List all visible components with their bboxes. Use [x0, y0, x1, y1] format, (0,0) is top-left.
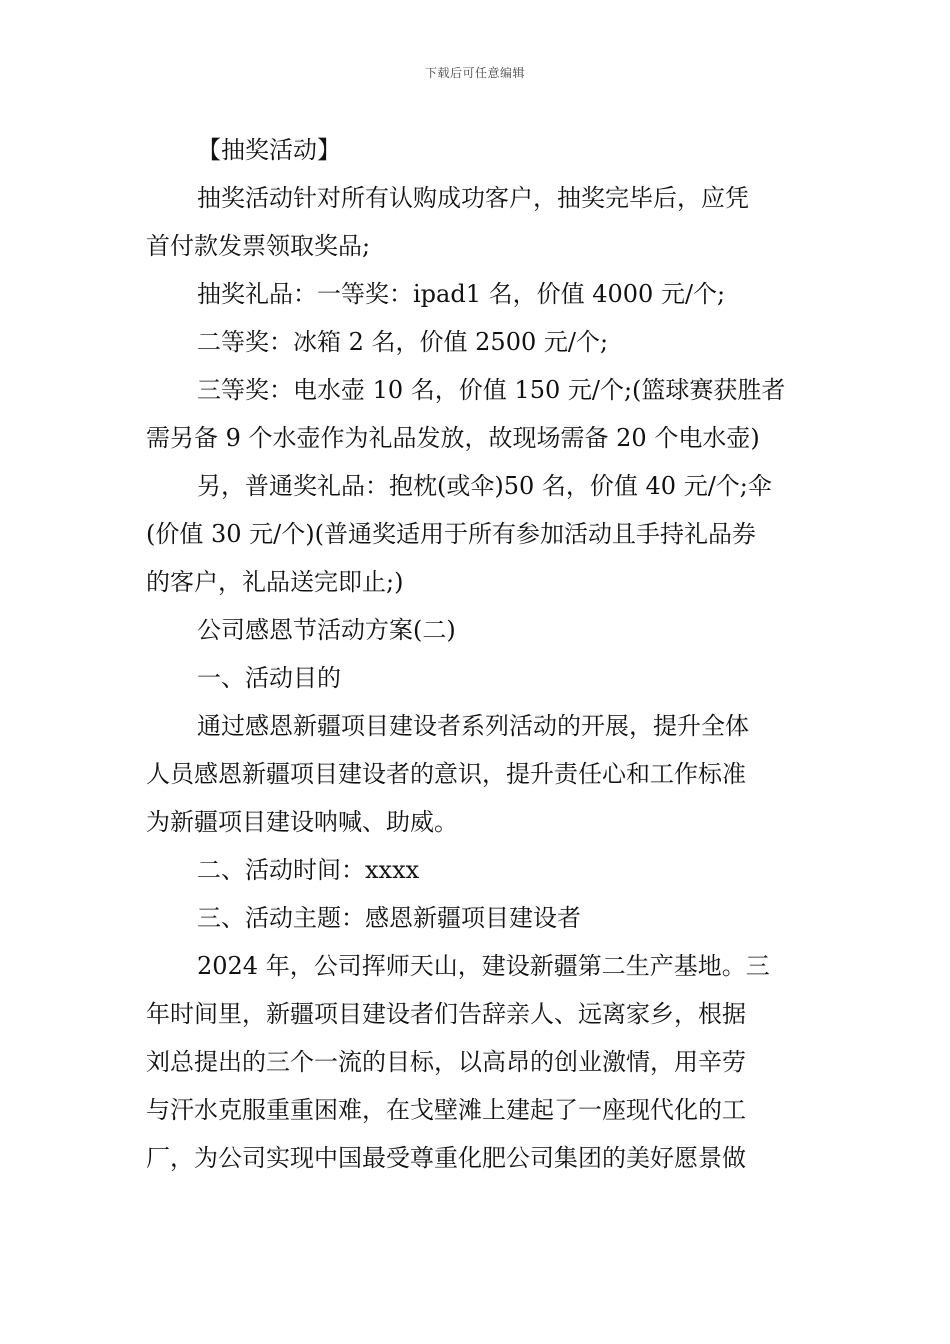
paragraph-line: 人员感恩新疆项目建设者的意识，提升责任心和工作标准 [146, 760, 746, 788]
paragraph-line: (价值 30 元/个)(普通奖适用于所有参加活动且手持礼品券 [146, 520, 756, 548]
paragraph-line: 的客户，礼品送完即止;) [146, 568, 404, 596]
paragraph-line: 年时间里，新疆项目建设者们告辞亲人、远离家乡，根据 [146, 1000, 746, 1028]
paragraph-line: 抽奖礼品：一等奖：ipad1 名，价值 4000 元/个; [197, 280, 726, 308]
paragraph-line: 厂，为公司实现中国最受尊重化肥公司集团的美好愿景做 [146, 1144, 746, 1172]
paragraph-line: 二等奖：冰箱 2 名，价值 2500 元/个; [197, 328, 609, 356]
paragraph-line: 另，普通奖礼品：抱枕(或伞)50 名，价值 40 元/个;伞 [197, 472, 772, 500]
document-body [146, 126, 806, 1182]
paragraph-line: 为新疆项目建设呐喊、助威。 [146, 808, 458, 836]
paragraph-line: 抽奖活动针对所有认购成功客户，抽奖完毕后，应凭 [197, 184, 749, 212]
section-heading-purpose: 一、活动目的 [197, 664, 341, 692]
document-title: 公司感恩节活动方案(二) [197, 616, 456, 644]
paragraph-line: 刘总提出的三个一流的目标，以高昂的创业激情，用辛劳 [146, 1048, 746, 1076]
paragraph-line: 需另备 9 个水壶作为礼品发放，故现场需备 20 个电水壶) [146, 424, 760, 452]
section-heading-theme: 三、活动主题：感恩新疆项目建设者 [197, 904, 581, 932]
paragraph-line: 2024 年，公司挥师天山，建设新疆第二生产基地。三 [197, 952, 770, 980]
section-heading-lottery: 【抽奖活动】 [197, 136, 341, 164]
paragraph-line: 通过感恩新疆项目建设者系列活动的开展，提升全体 [197, 712, 749, 740]
paragraph-line: 首付款发票领取奖品; [146, 232, 371, 260]
paragraph-line: 三等奖：电水壶 10 名，价值 150 元/个;(篮球赛获胜者 [197, 376, 786, 404]
paragraph-line: 与汗水克服重重困难，在戈壁滩上建起了一座现代化的工 [146, 1096, 746, 1124]
section-heading-time: 二、活动时间：xxxx [197, 856, 420, 884]
page-header: 下载后可任意编辑 [424, 66, 525, 80]
